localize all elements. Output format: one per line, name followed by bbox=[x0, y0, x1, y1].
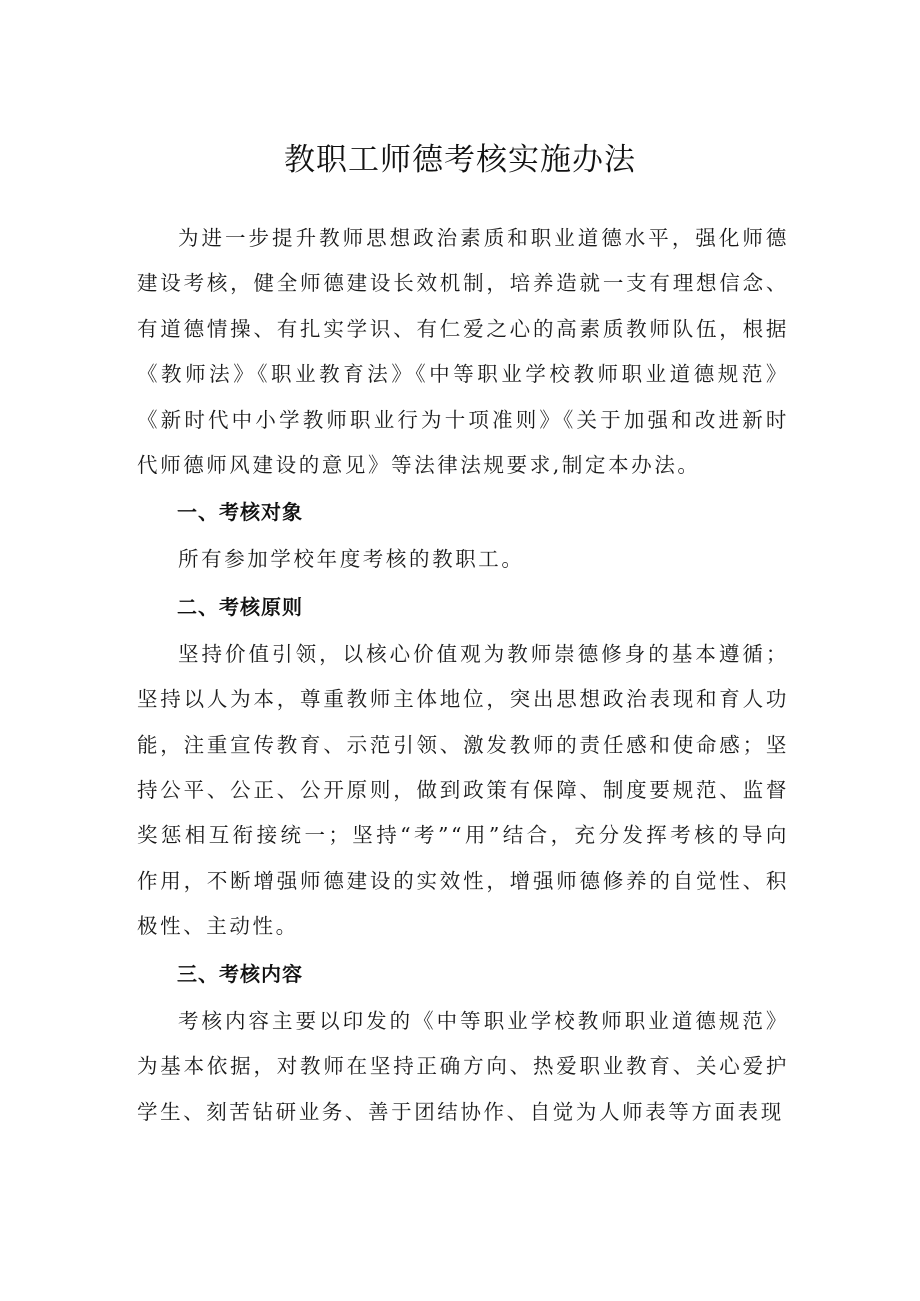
section-heading-content: 三、考核内容 bbox=[177, 961, 303, 986]
section-text-principles: 坚持价值引领，以核心价值观为教师崇德修身的基本遵循；坚持以人为本，尊重教师主体地位，突出思想政治表现和育人功能，注重宣传教育、示范引领、激发教师的责任感和使命感；坚持公平、公正、公开原则，做到政策有保障、制度要规范、监督奖惩相互衔接统一；坚持“考”“用”结合，充分发挥考核的导向作用，不断增强师德建设的实效性，增强师德修养的自觉性、积极性、主动性。 bbox=[137, 641, 789, 939]
section-text-content: 考核内容主要以印发的《中等职业学校教师职业道德规范》为基本依据，对教师在坚持正确方向、热爱职业教育、关心爱护学生、刻苦钻研业务、善于团结协作、自觉为人师表等方面表现 bbox=[137, 1008, 789, 1124]
section-heading-principles: 二、考核原则 bbox=[177, 594, 303, 619]
section-heading-targets: 一、考核对象 bbox=[177, 500, 303, 525]
section-text-targets: 所有参加学校年度考核的教职工。 bbox=[178, 547, 525, 572]
document-title: 教职工师德考核实施办法 bbox=[284, 142, 636, 178]
document-body bbox=[137, 216, 789, 1135]
intro-paragraph: 为进一步提升教师思想政治素质和职业道德水平，强化师德建设考核，健全师德建设长效机制，培养造就一支有理想信念、有道德情操、有扎实学识、有仁爱之心的高素质教师队伍，根据《教师法》《职业教育法》《中等职业学校教师职业道德规范》《新时代中小学教师职业行为十项准则》《关于加强和改进新时代师德师风建设的意见》等法律法规要求,制定本办法。 bbox=[137, 226, 789, 478]
